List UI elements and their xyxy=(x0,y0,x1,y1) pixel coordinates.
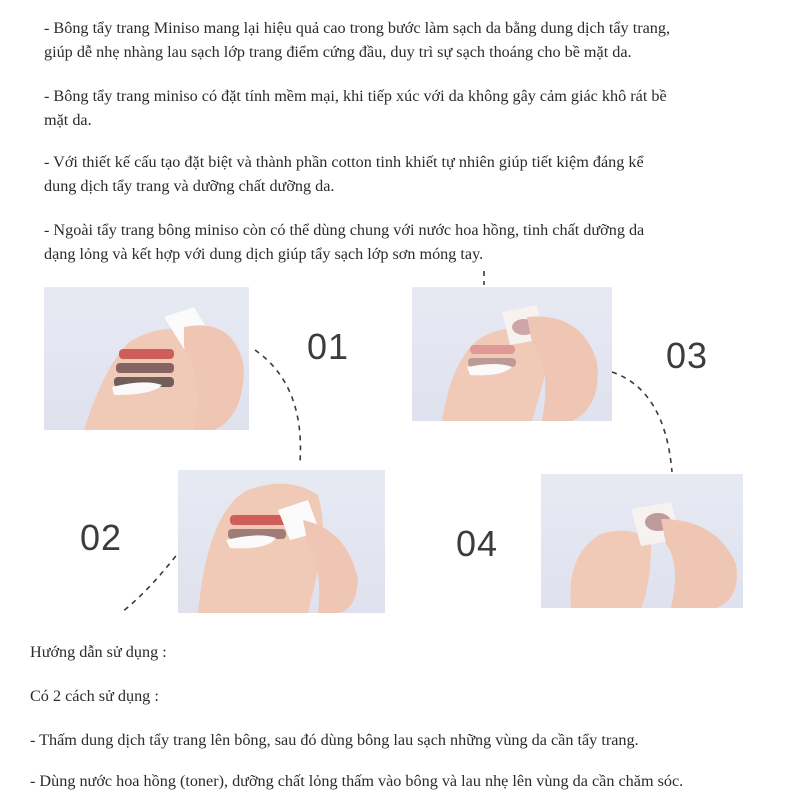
hand-wiping-photo-01 xyxy=(44,287,249,430)
paragraph-line: dung dịch tẩy trang và dưỡng chất dưỡng da. xyxy=(44,177,335,195)
step-03-photo xyxy=(412,287,612,421)
step-number-03: 03 xyxy=(666,335,709,376)
step-04-photo xyxy=(541,474,743,608)
hand-wiping-photo-03 xyxy=(412,287,612,421)
paragraph-line: mặt da. xyxy=(44,111,92,129)
paragraph-line: - Ngoài tẩy trang bông miniso còn có thể dùng chung với nước hoa hồng, tinh chất dưỡng da xyxy=(44,221,645,239)
paragraph-line: giúp dễ nhẹ nhàng lau sạch lớp trang điểm cứng đầu, duy trì sự sạch thoáng cho bề mặt da. xyxy=(44,43,632,61)
benefit-paragraph-1 xyxy=(44,16,764,64)
paragraph-line: - Bông tẩy trang Miniso mang lại hiệu quả cao trong bước làm sạch da bằng dung dịch tẩy trang, xyxy=(44,19,671,37)
step-number-01: 01 xyxy=(307,326,350,367)
paragraph-line: - Với thiết kế cấu tạo đặt biệt và thành phần cotton tinh khiết tự nhiên giúp tiết kiệm đáng kể xyxy=(44,153,644,171)
paragraph-line: dạng lỏng và kết hợp với dung dịch giúp tẩy sạch lớp sơn móng tay. xyxy=(44,245,484,263)
benefit-paragraph-3 xyxy=(44,150,764,198)
usage-intro: Có 2 cách sử dụng : xyxy=(30,687,159,705)
usage-method-2: - Dùng nước hoa hồng (toner), dưỡng chất lỏng thấm vào bông và lau nhẹ lên vùng da cần chăm sóc. xyxy=(30,772,684,790)
benefit-paragraph-2 xyxy=(44,84,764,132)
benefit-paragraph-4 xyxy=(44,218,764,266)
paragraph-line: - Bông tẩy trang miniso có đặt tính mềm mại, khi tiếp xúc với da không gây cảm giác khô rát bề xyxy=(44,87,667,105)
step-number-02: 02 xyxy=(80,517,123,558)
hand-wiping-photo-02 xyxy=(178,470,385,613)
step-02-photo xyxy=(178,470,385,613)
step-01-photo xyxy=(44,287,249,430)
hand-wiping-photo-04 xyxy=(541,474,743,608)
step-number-04: 04 xyxy=(456,523,499,564)
usage-method-1: - Thấm dung dịch tẩy trang lên bông, sau đó dùng bông lau sạch những vùng da cần tẩy trang. xyxy=(30,731,639,749)
usage-heading: Hướng dẫn sử dụng : xyxy=(30,643,167,661)
